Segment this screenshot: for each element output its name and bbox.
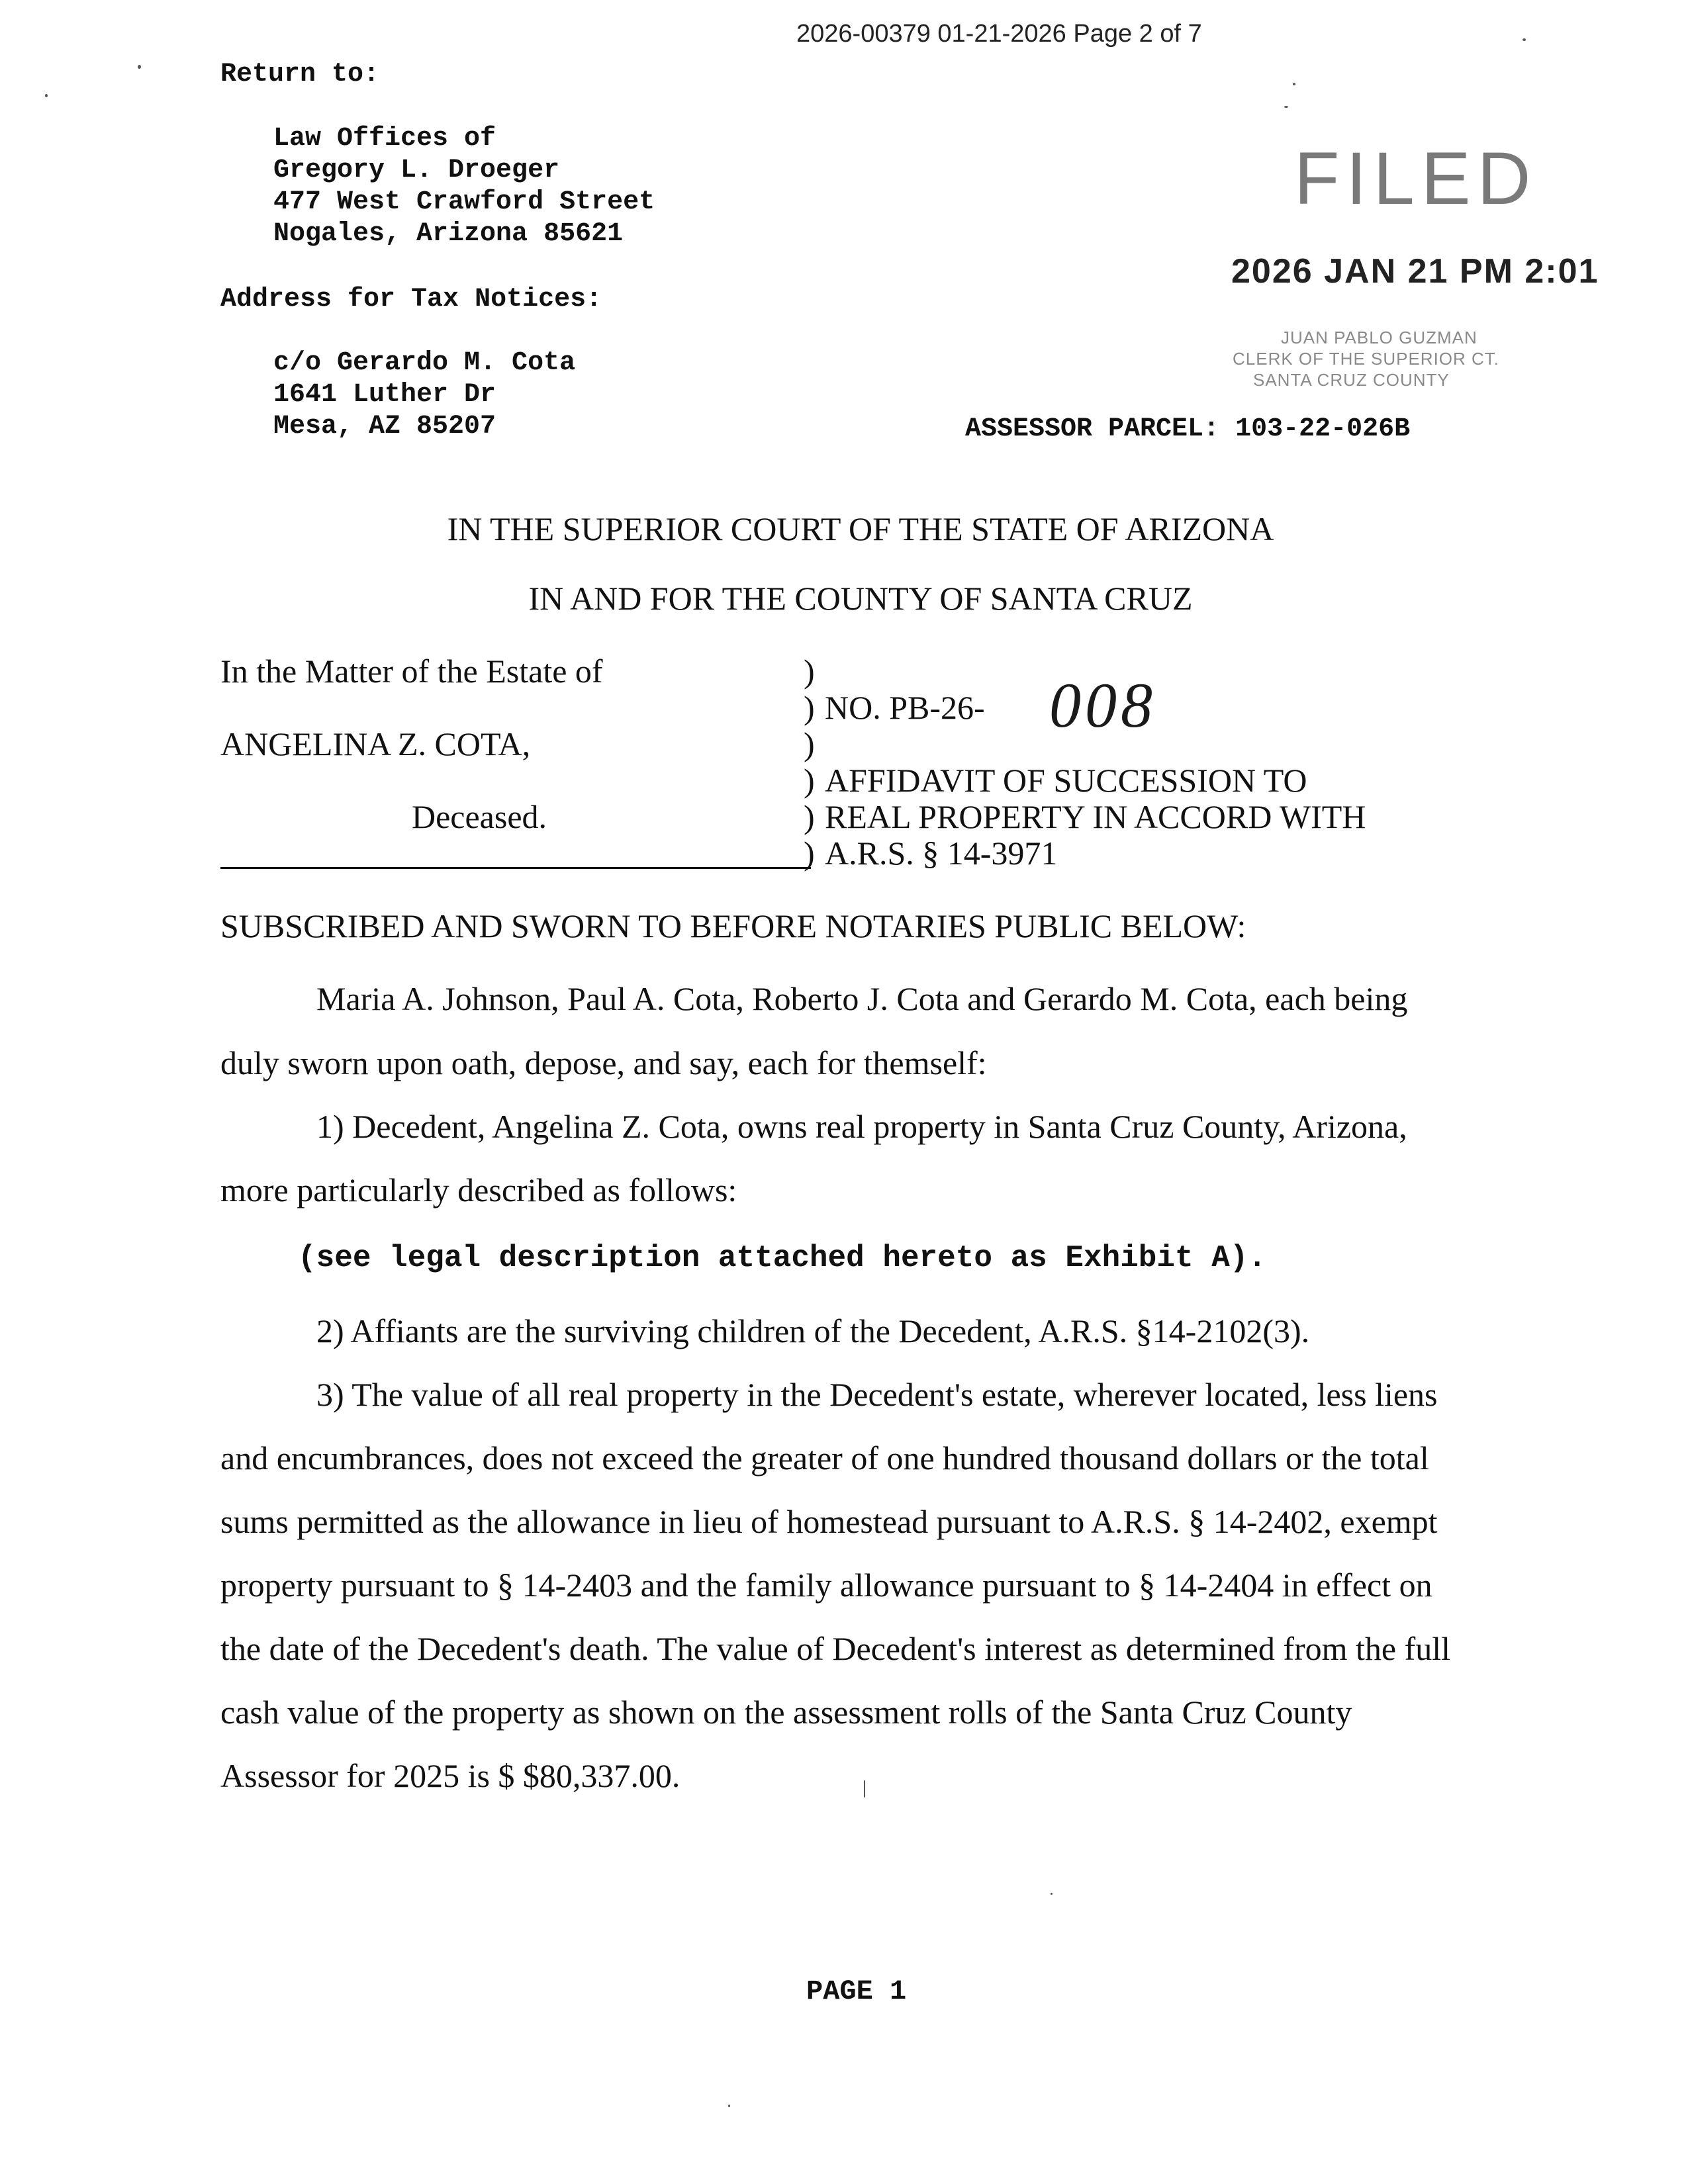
caption-paren: ) bbox=[804, 725, 815, 762]
body-line: 3) The value of all real property in the Decedent's estate, wherever located, less liens bbox=[316, 1376, 1438, 1413]
clerk-stamp-line: JUAN PABLO GUZMAN bbox=[1281, 328, 1477, 347]
clerk-stamp-line: SANTA CRUZ COUNTY bbox=[1253, 370, 1450, 390]
sworn-heading: SUBSCRIBED AND SWORN TO BEFORE NOTARIES PUBLIC BELOW: bbox=[220, 907, 1246, 944]
scan-speck bbox=[45, 94, 48, 97]
body-line: cash value of the property as shown on the assessment rolls of the Santa Cruz County bbox=[220, 1694, 1352, 1731]
tax-notices-label: Address for Tax Notices: bbox=[220, 285, 602, 314]
body-line: duly sworn upon oath, depose, and say, each for themself: bbox=[220, 1044, 987, 1081]
scan-speck bbox=[1523, 38, 1526, 41]
body-line: and encumbrances, does not exceed the greater of one hundred thousand dollars or the total bbox=[220, 1439, 1429, 1477]
caption-paren: ) bbox=[804, 689, 815, 726]
return-to-line: Nogales, Arizona 85621 bbox=[273, 219, 624, 249]
body-line: Assessor for 2025 is $ $80,337.00. bbox=[220, 1757, 680, 1794]
return-to-line: Law Offices of bbox=[273, 124, 496, 154]
page-footer: PAGE 1 bbox=[806, 1976, 907, 2007]
tax-notices-line: c/o Gerardo M. Cota bbox=[273, 348, 576, 378]
case-number: NO. PB-26- bbox=[825, 689, 985, 726]
scan-speck bbox=[864, 1780, 865, 1797]
exhibit-reference: (see legal description attached hereto as Exhibit A). bbox=[298, 1241, 1267, 1275]
scan-speck bbox=[138, 65, 141, 69]
caption-paren: ) bbox=[804, 653, 815, 690]
return-to-line: Gregory L. Droeger bbox=[273, 156, 560, 185]
filed-stamp-datetime: 2026 JAN 21 PM 2:01 bbox=[1231, 252, 1599, 291]
recording-header: 2026-00379 01-21-2026 Page 2 of 7 bbox=[796, 20, 1202, 48]
caption-paren: ) bbox=[804, 798, 815, 835]
scan-speck bbox=[1284, 106, 1288, 108]
body-line: Maria A. Johnson, Paul A. Cota, Roberto J. Cota and Gerardo M. Cota, each being bbox=[316, 980, 1408, 1017]
court-title-line1: IN THE SUPERIOR COURT OF THE STATE OF ARIZONA bbox=[447, 510, 1274, 547]
affidavit-title-line: A.R.S. § 14-3971 bbox=[825, 835, 1058, 872]
return-to-label: Return to: bbox=[220, 60, 380, 89]
scan-speck bbox=[1293, 83, 1295, 85]
tax-notices-line: 1641 Luther Dr bbox=[273, 380, 496, 410]
tax-notices-line: Mesa, AZ 85207 bbox=[273, 412, 496, 441]
body-line: the date of the Decedent's death. The value of Decedent's interest as determined from the full bbox=[220, 1630, 1451, 1667]
caption-paren: ) bbox=[804, 762, 815, 799]
caption-matter: In the Matter of the Estate of bbox=[220, 653, 603, 690]
caption-paren: ) bbox=[804, 835, 815, 872]
court-title-line2: IN AND FOR THE COUNTY OF SANTA CRUZ bbox=[528, 580, 1193, 617]
case-number-handwritten: 008 bbox=[1049, 670, 1156, 741]
scan-speck bbox=[1051, 1893, 1053, 1895]
caption-underline bbox=[220, 867, 811, 869]
caption-decedent-name: ANGELINA Z. COTA, bbox=[220, 725, 531, 762]
body-line: sums permitted as the allowance in lieu of homestead pursuant to A.R.S. § 14-2402, exempt bbox=[220, 1503, 1438, 1540]
body-line: 1) Decedent, Angelina Z. Cota, owns real property in Santa Cruz County, Arizona, bbox=[316, 1108, 1407, 1145]
return-to-line: 477 West Crawford Street bbox=[273, 187, 655, 217]
assessor-parcel: ASSESSOR PARCEL: 103-22-026B bbox=[965, 414, 1411, 444]
body-line: more particularly described as follows: bbox=[220, 1171, 737, 1208]
filed-stamp: FILED bbox=[1294, 137, 1538, 220]
caption-deceased: Deceased. bbox=[412, 798, 547, 835]
body-line: 2) Affiants are the surviving children of the Decedent, A.R.S. §14-2102(3). bbox=[316, 1312, 1310, 1349]
scan-speck bbox=[728, 2105, 730, 2107]
affidavit-title-line: REAL PROPERTY IN ACCORD WITH bbox=[825, 798, 1366, 835]
affidavit-title-line: AFFIDAVIT OF SUCCESSION TO bbox=[825, 762, 1307, 799]
body-line: property pursuant to § 14-2403 and the family allowance pursuant to § 14-2404 in effect on bbox=[220, 1567, 1432, 1604]
clerk-stamp-line: CLERK OF THE SUPERIOR CT. bbox=[1233, 349, 1500, 369]
